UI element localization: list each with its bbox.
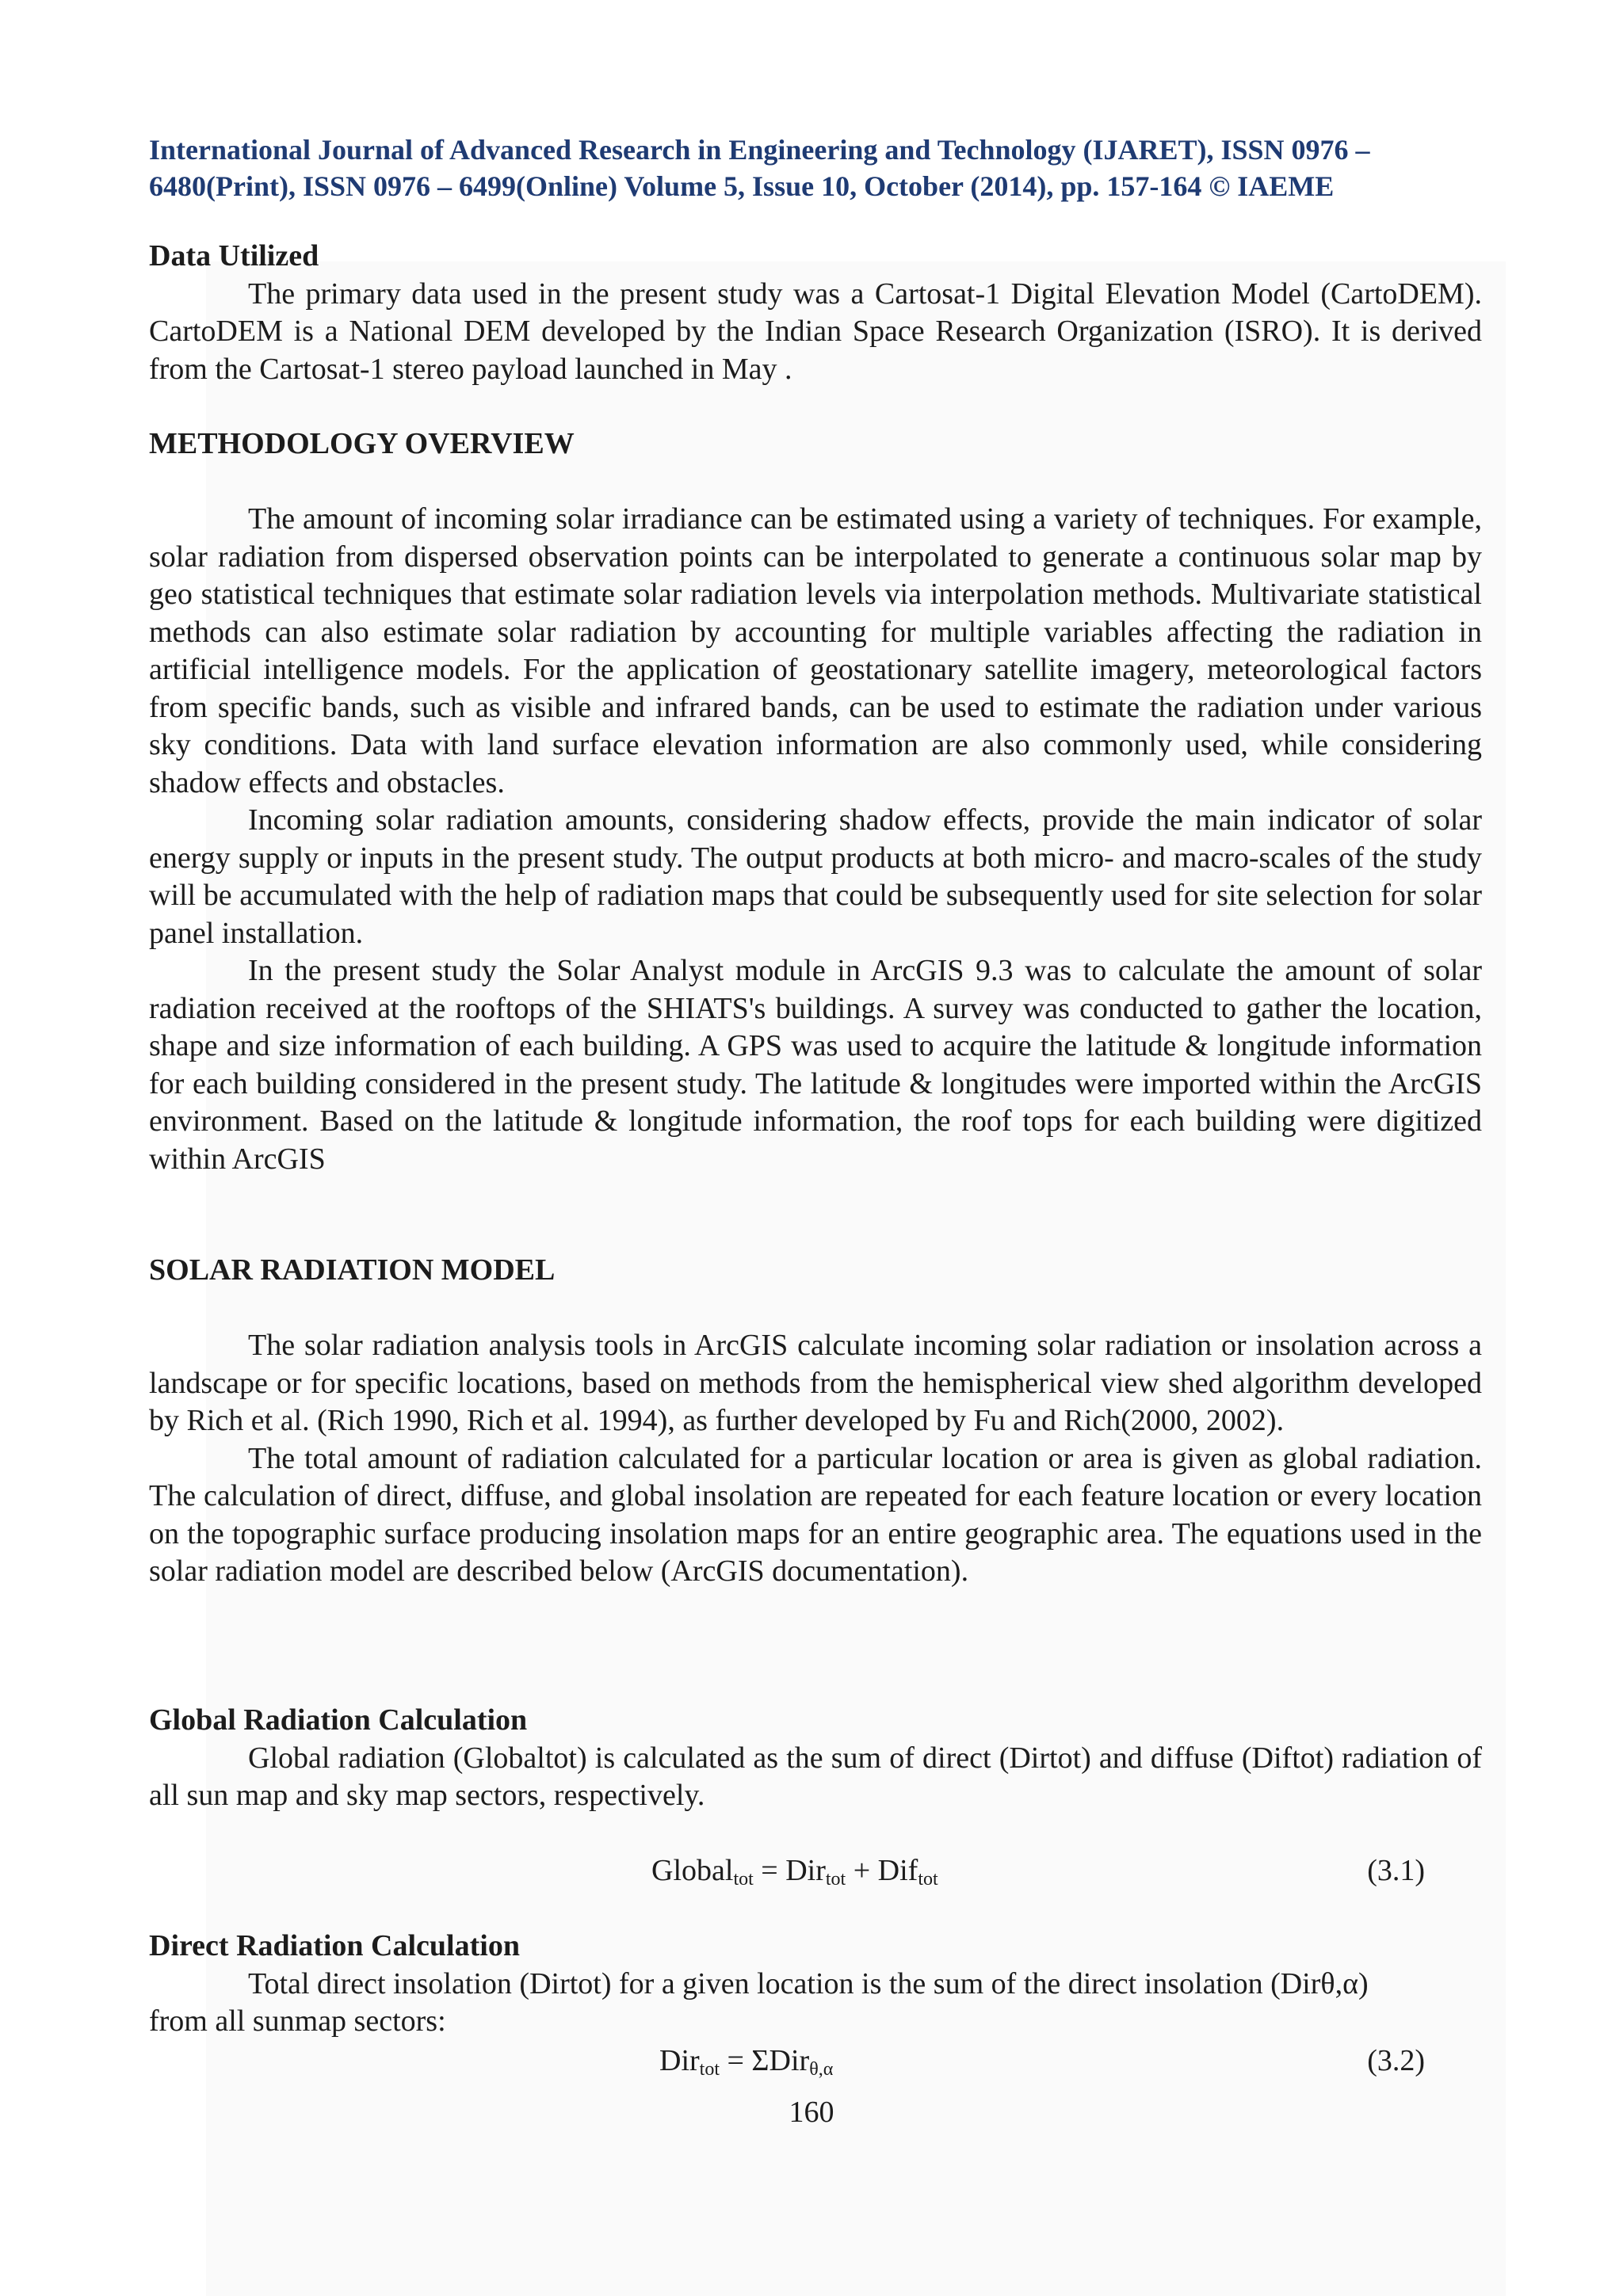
equation-3-1-body: Global$_{tot}$ = Dir$_{tot}$ + Dif$_{tot}$ xyxy=(651,1854,938,1890)
solar-model-body xyxy=(149,1327,1482,1591)
global-radiation-section xyxy=(149,1702,1482,1815)
paragraph-solar-model-1: The solar radiation analysis tools in ArcGIS calculate incoming solar radiation or insolation across a landscape or for specific locations, based on methods from the hemispherical view shed algorithm developed by Rich et al. (Rich 1990, Rich et al. 1994), as further developed by Fu and Rich(2000, 2002). xyxy=(149,1329,1482,1437)
section-heading-data-utilized: Data Utilized xyxy=(149,239,319,273)
page-number: 160 xyxy=(789,2096,834,2129)
equation-3-2-body: Dir$_{tot}$ = ΣDir$_{\theta,\alpha}$ xyxy=(659,2044,834,2080)
methodology-section xyxy=(149,425,1482,463)
paragraph-methodology-2: Incoming solar radiation amounts, considering shadow effects, provide the main indicator of solar energy supply or inputs in the present study. The output products at both micro- and macro-scales of the study will be accumulated with the help of radiation maps that could be subsequently used for site selection for solar panel installation. xyxy=(149,803,1482,950)
direct-radiation-section xyxy=(149,1928,1482,2041)
paragraph-methodology-3: In the present study the Solar Analyst module in ArcGIS 9.3 was to calculate the amount of solar radiation received at the rooftops of the SHIATS's buildings. A survey was conducted to gather the location, shape and size information of each building. A GPS was used to acquire the latitude & longitude information for each building considered in the present study. The latitude & longitudes were imported within the ArcGIS environment. Based on the latitude & longitude information, the roof tops for each building were digitized within ArcGIS xyxy=(149,954,1482,1176)
paragraph-global-radiation: Global radiation (Globaltot) is calculated as the sum of direct (Dirtot) and diffuse (Diftot) radiation of all sun map and sky map sectors, respectively. xyxy=(149,1741,1482,1812)
paragraph-direct-radiation-continued: from all sunmap sectors: xyxy=(149,2004,446,2038)
equation-number-3-1: (3.1) xyxy=(1367,1854,1425,1887)
paragraph-data-utilized: The primary data used in the present study was a Cartosat-1 Digital Elevation Model (CartoDEM). CartoDEM is a National DEM developed by the Indian Space Research Organization (ISRO). It is derived from the Cartosat-1 stereo payload launched in May . xyxy=(149,277,1482,386)
paragraph-direct-radiation: Total direct insolation (Dirtot) for a given location is the sum of the direct insolation (Dirθ,α) xyxy=(248,1966,1369,2000)
solar-model-section xyxy=(149,1252,1482,1290)
section-heading-solar-model: SOLAR RADIATION MODEL xyxy=(149,1253,556,1287)
journal-header xyxy=(149,132,1482,204)
section-heading-global-radiation: Global Radiation Calculation xyxy=(149,1703,528,1737)
data-utilized-section xyxy=(149,238,1482,388)
paragraph-solar-model-2: The total amount of radiation calculated for a particular location or area is given as global radiation. The calculation of direct, diffuse, and global insolation are repeated for each feature location or every location on the topographic surface producing insolation maps for an entire geographic area. The equations used in the solar radiation model are described below (ArcGIS documentation). xyxy=(149,1441,1482,1588)
journal-header-line-1: International Journal of Advanced Research in Engineering and Technology (IJARET), ISSN 0976 – xyxy=(149,134,1370,166)
equation-number-3-2: (3.2) xyxy=(1367,2044,1425,2077)
methodology-body xyxy=(149,501,1482,1178)
section-heading-direct-radiation: Direct Radiation Calculation xyxy=(149,1929,520,1962)
section-heading-methodology: METHODOLOGY OVERVIEW xyxy=(149,427,575,460)
journal-header-line-2: 6480(Print), ISSN 0976 – 6499(Online) Volume 5, Issue 10, October (2014), pp. 157-164 © IAEME xyxy=(149,170,1335,202)
paragraph-methodology-1: The amount of incoming solar irradiance can be estimated using a variety of techniques. For example, solar radiation from dispersed observation points can be interpolated to generate a continuous solar map by geo statistical techniques that estimate solar radiation levels via interpolation methods. Multivariate statistical methods can also estimate solar radiation by accounting for multiple variables affecting the radiation in artificial intelligence models. For the application of geostationary satellite imagery, meteorological factors from specific bands, such as visible and infrared bands, can be used to estimate the radiation under various sky conditions. Data with land surface elevation information are also commonly used, while considering shadow effects and obstacles. xyxy=(149,502,1482,799)
